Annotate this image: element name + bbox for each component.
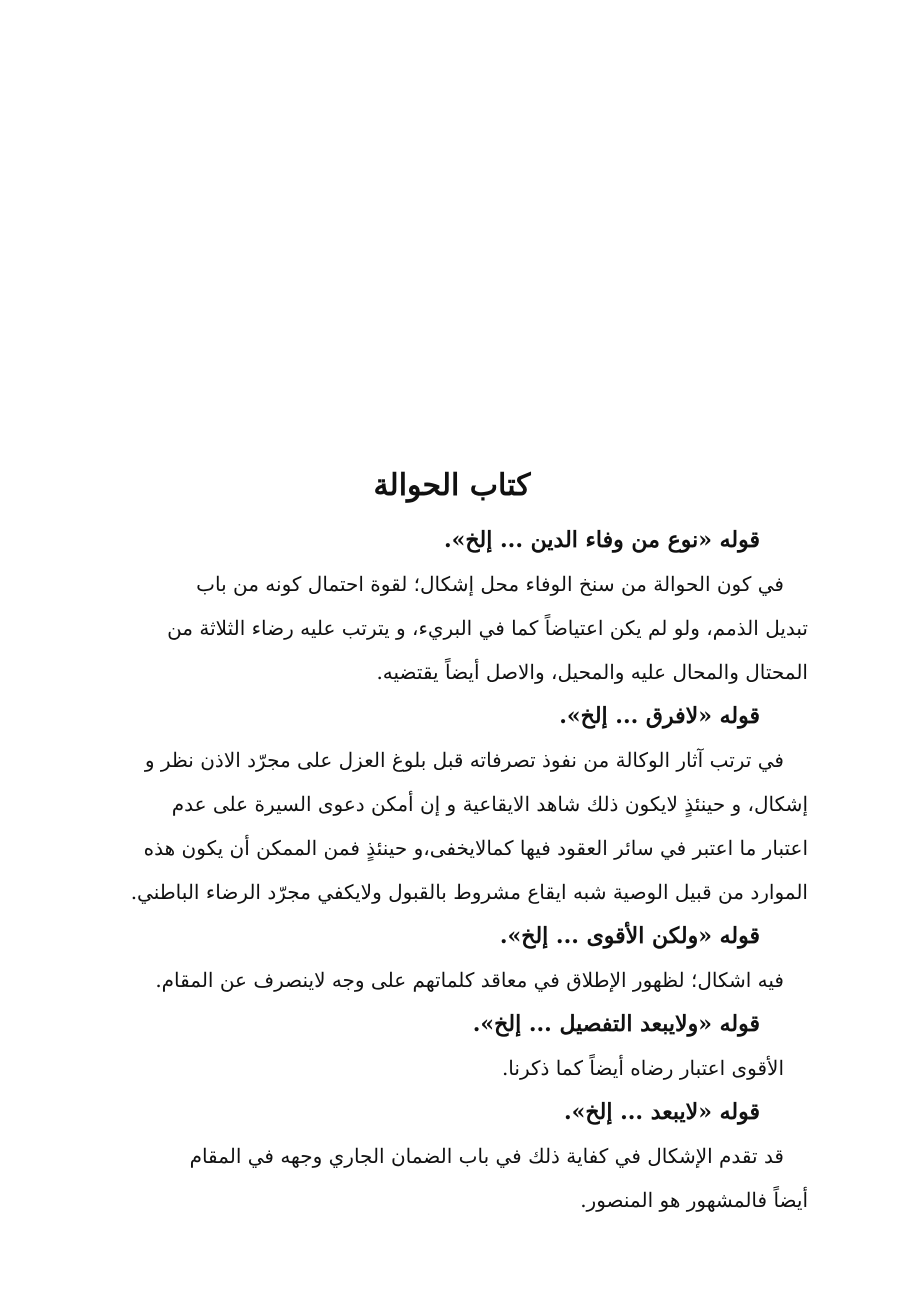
section-heading: قوله «لافرق ... إلخ».: [559, 703, 760, 729]
section-2: [96, 694, 808, 914]
paragraph-line: في ترتب آثار الوكالة من نفوذ تصرفاته قبل بلوغ العزل على مجرّد الاذن نظر و: [144, 748, 784, 772]
section-heading: قوله «ولايبعد التفصيل ... إلخ».: [472, 1011, 760, 1037]
paragraph-line: الأقوى اعتبار رضاه أيضاً كما ذكرنا.: [501, 1056, 784, 1080]
section-heading: قوله «لايبعد ... إلخ».: [564, 1099, 760, 1125]
paragraph-line: الموارد من قبيل الوصية شبه ايقاع مشروط بالقبول ولايكفي مجرّد الرضاء الباطني.: [130, 880, 808, 904]
section-1: [96, 518, 808, 694]
section-paragraph: [96, 1046, 808, 1090]
page-body: [96, 456, 808, 1222]
section-paragraph: [96, 958, 808, 1002]
paragraph-line: اعتبار ما اعتبر في سائر العقود فيها كمالايخفى،و حينئذٍ فمن الممكن أن يكون هذه: [143, 836, 808, 860]
section-5: [96, 1090, 808, 1222]
paragraph-line: قد تقدم الإشكال في كفاية ذلك في باب الضمان الجاري وجهه في المقام: [189, 1144, 784, 1168]
paragraph-line: في كون الحوالة من سنخ الوفاء محل إشكال؛ لقوة احتمال كونه من باب: [196, 572, 784, 596]
chapter-title: كتاب الحوالة: [373, 468, 531, 503]
section-paragraph: [96, 1134, 808, 1222]
section-3: [96, 914, 808, 1002]
section-paragraph: [96, 738, 808, 914]
section-4: [96, 1002, 808, 1090]
paragraph-line: تبديل الذمم، ولو لم يكن اعتياضاً كما في البريء، و يترتب عليه رضاء الثلاثة من: [167, 616, 808, 640]
section-paragraph: [96, 562, 808, 694]
paragraph-line: فيه اشكال؛ لظهور الإطلاق في معاقد كلماتهم على وجه لاينصرف عن المقام.: [155, 968, 784, 992]
paragraph-line: المحتال والمحال عليه والمحيل، والاصل أيضاً يقتضيه.: [376, 660, 808, 684]
paragraph-line: أيضاً فالمشهور هو المنصور.: [580, 1188, 808, 1212]
section-heading: قوله «نوع من وفاء الدين ... إلخ».: [443, 527, 760, 553]
paragraph-line: إشكال، و حينئذٍ لايكون ذلك شاهد الايقاعية و إن أمكن دعوى السيرة على عدم: [171, 792, 808, 816]
section-heading: قوله «ولكن الأقوى ... إلخ».: [499, 923, 760, 949]
